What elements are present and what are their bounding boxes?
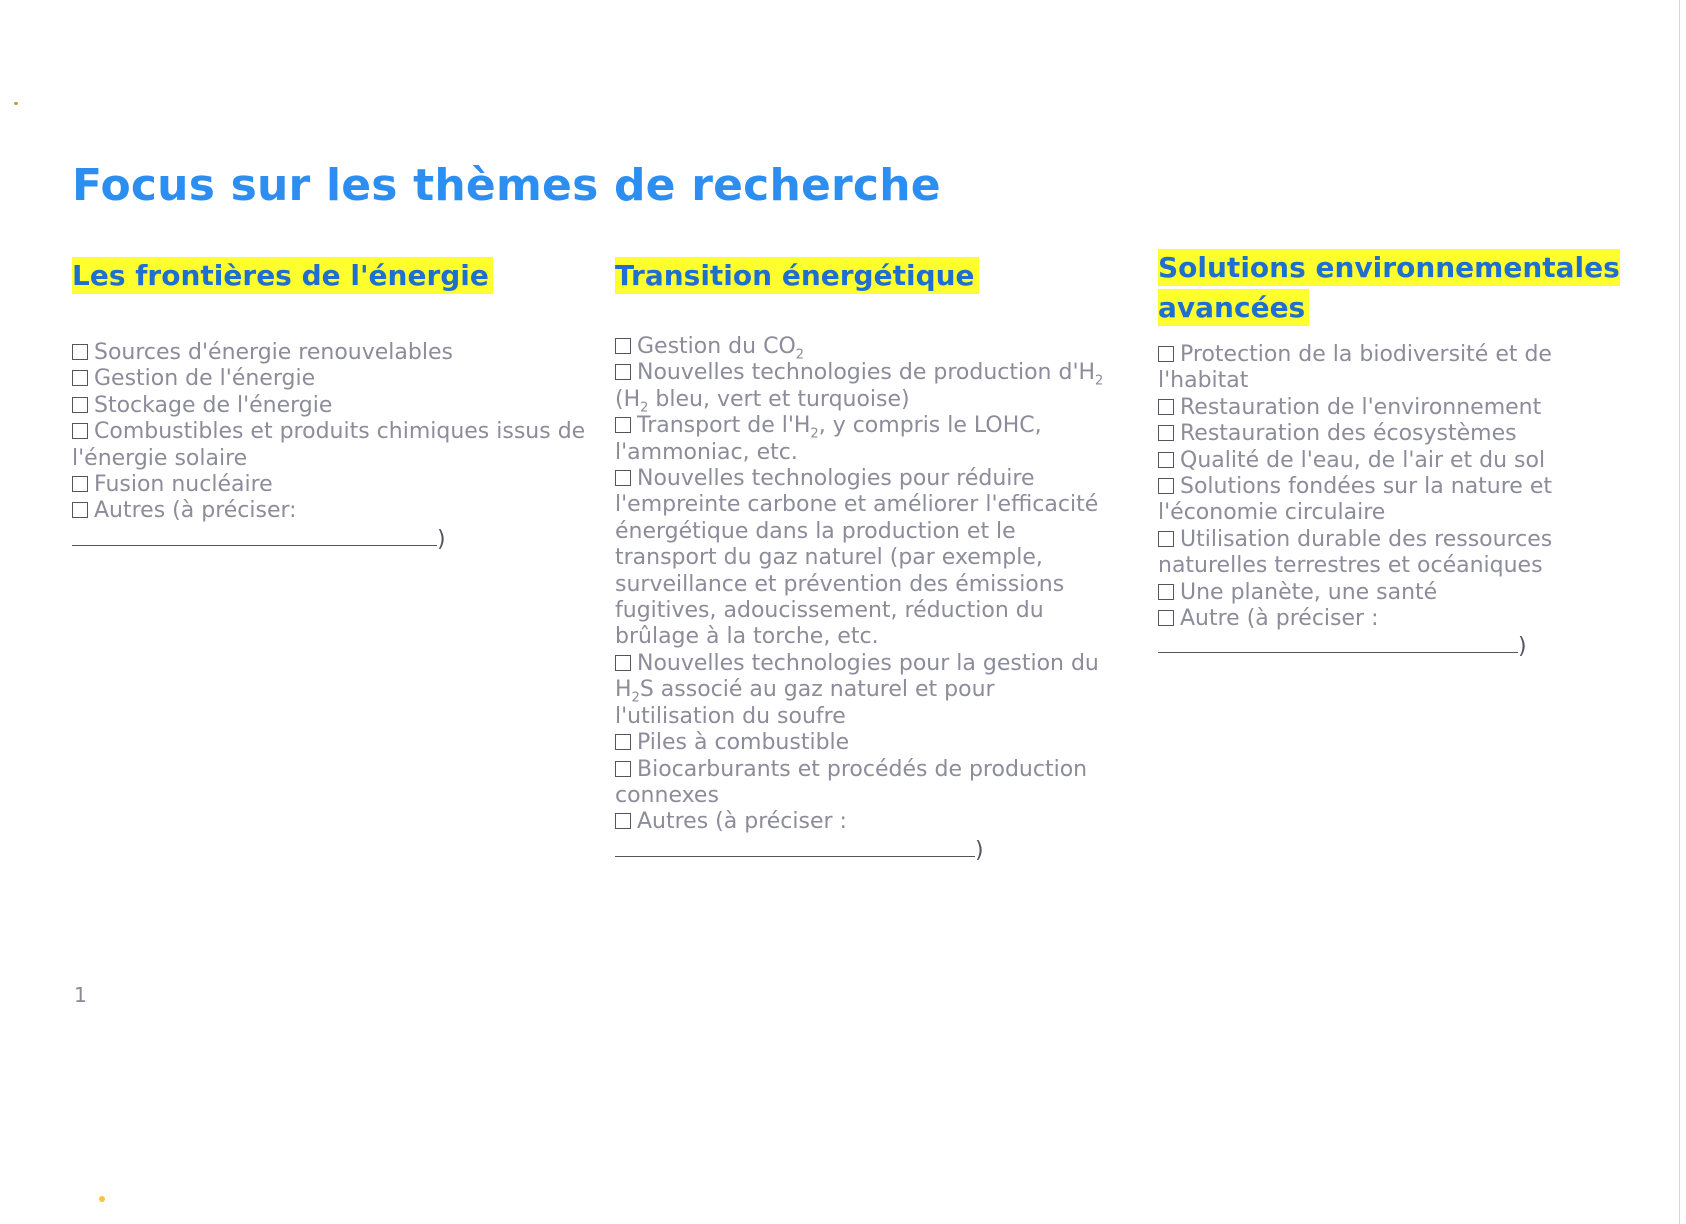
column-energy-frontiers — [72, 258, 592, 553]
list-item: Protection de la biodiversité et de l'habitat — [1158, 342, 1552, 394]
list-item: Piles à combustible — [615, 730, 1120, 756]
list-item: Combustibles et produits chimiques issus de l'énergie solaire — [72, 419, 586, 471]
list-item: Stockage de l'énergie — [72, 393, 612, 419]
fill-in-line[interactable]: ) — [615, 838, 1120, 864]
checkbox[interactable] — [1158, 452, 1174, 468]
column-energy-transition — [615, 258, 1135, 864]
fill-in-line[interactable]: ) — [1158, 634, 1598, 660]
list-item: Solutions fondées sur la nature et l'économie circulaire — [1158, 474, 1552, 526]
checkbox[interactable] — [72, 344, 88, 360]
checkbox[interactable] — [615, 734, 631, 750]
blank-line[interactable] — [615, 838, 975, 857]
checkbox[interactable] — [72, 370, 88, 386]
column-heading: Les frontières de l'énergie — [72, 257, 493, 294]
checkbox-list — [1158, 342, 1598, 661]
checkbox[interactable] — [1158, 610, 1174, 626]
column-heading: Transition énergétique — [615, 257, 979, 294]
checkbox[interactable] — [615, 655, 631, 671]
list-item: Qualité de l'eau, de l'air et du sol — [1158, 448, 1598, 474]
list-item: Autre (à préciser : — [1158, 606, 1598, 632]
checkbox[interactable] — [615, 470, 631, 486]
list-item: Biocarburants et procédés de production connexes — [615, 756, 1088, 808]
list-item: Restauration de l'environnement — [1158, 395, 1598, 421]
column-environmental-solutions — [1158, 250, 1638, 661]
list-item: Nouvelles technologies pour la gestion du $H_2S$ associé au gaz naturel et pour l'utilisation du soufre — [615, 650, 1099, 729]
checkbox[interactable] — [615, 338, 631, 354]
list-item: Fusion nucléaire — [72, 472, 612, 498]
checkbox[interactable] — [1158, 584, 1174, 600]
checkbox[interactable] — [72, 476, 88, 492]
list-item: Nouvelles technologies de production $d'H_2$ ($H_2$ bleu, vert et turquoise) — [615, 360, 1104, 416]
list-item: Restauration des écosystèmes — [1158, 421, 1598, 447]
checkbox[interactable] — [72, 423, 88, 439]
list-item: Une planète, une santé — [1158, 580, 1598, 606]
list-item: Gestion de l'énergie — [72, 366, 612, 392]
column-heading: Solutions environnementales avancées — [1158, 251, 1620, 324]
page-number: 1 — [74, 983, 87, 1007]
checkbox[interactable] — [1158, 478, 1174, 494]
blank-line[interactable] — [1158, 634, 1518, 653]
scan-speck — [14, 102, 18, 105]
list-item: Gestion du $CO_2$ — [615, 334, 1120, 360]
checkbox[interactable] — [72, 502, 88, 518]
checkbox[interactable] — [615, 761, 631, 777]
checkbox-list — [615, 334, 1120, 864]
checkbox[interactable] — [615, 813, 631, 829]
list-item: Autres (à préciser: — [72, 498, 612, 524]
page-title: Focus sur les thèmes de recherche — [72, 160, 941, 211]
checkbox[interactable] — [1158, 346, 1174, 362]
checkbox[interactable] — [1158, 399, 1174, 415]
list-item: Sources d'énergie renouvelables — [72, 340, 612, 366]
checkbox[interactable] — [615, 364, 631, 380]
list-item: Nouvelles technologies pour réduire l'empreinte carbone et améliorer l'efficacité énergétique dans la production et le transport du gaz naturel (par exemple, surveillance et prévention des émissions fugitives, adoucissement, réduction du brûlage à la torche, etc. — [615, 466, 1099, 650]
fill-in-line[interactable]: ) — [72, 527, 612, 553]
list-item: Transport de $l'H_2$, y compris le LOHC, l'ammoniac, etc. — [615, 413, 1042, 465]
scan-edge — [1679, 0, 1680, 1224]
blank-line[interactable] — [72, 527, 437, 546]
checkbox[interactable] — [1158, 425, 1174, 441]
checkbox-list — [72, 340, 612, 553]
list-item: Utilisation durable des ressources naturelles terrestres et océaniques — [1158, 526, 1553, 579]
scan-speck — [99, 1196, 105, 1202]
checkbox[interactable] — [615, 417, 631, 433]
checkbox[interactable] — [72, 397, 88, 413]
checkbox[interactable] — [1158, 531, 1174, 547]
list-item: Autres (à préciser : — [615, 809, 1120, 835]
